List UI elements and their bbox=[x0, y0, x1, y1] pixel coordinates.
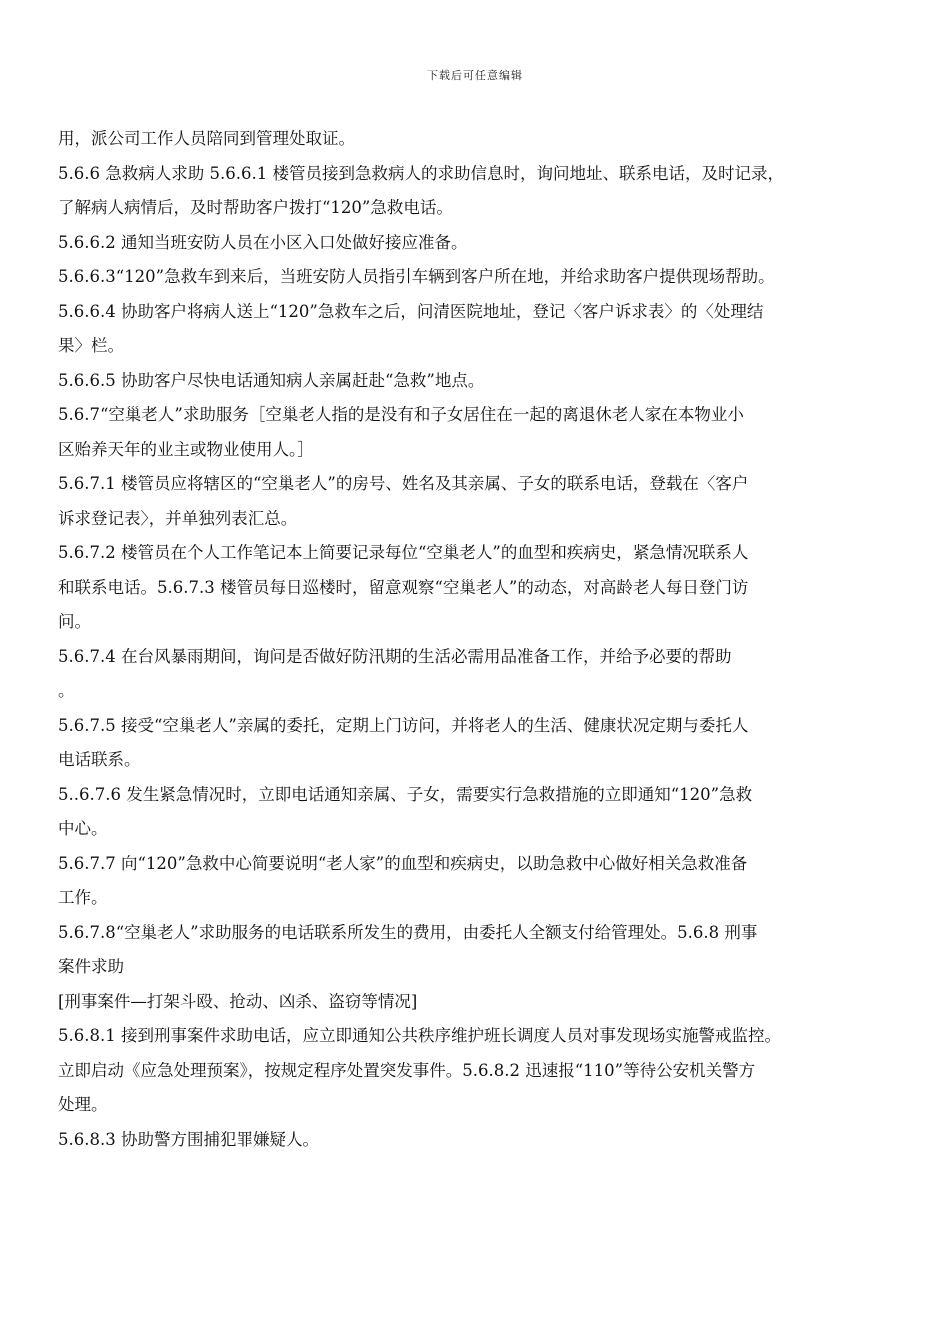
text-line: 诉求登记表〉，并单独列表汇总。 bbox=[58, 508, 298, 528]
text-line: 了解病人病情后，及时帮助客户拨打“120”急救电话。 bbox=[58, 198, 453, 217]
text-line: 5.6.8.1 接到刑事案件求助电话，应立即通知公共秩序维护班长调度人员对事发现场实施警戒监控。 bbox=[58, 1026, 781, 1045]
text-line: 工作。 bbox=[58, 888, 108, 907]
text-line: 立即启动《应急处理预案》，按规定程序处置突发事件。5.6.8.2 迅速报“110”等待公安机关警方 bbox=[58, 1060, 756, 1080]
text-line: 5.6.8.3 协助警方围捕犯罪嫌疑人。 bbox=[58, 1129, 319, 1149]
text-line: 用，派公司工作人员陪同到管理处取证。 bbox=[58, 129, 355, 148]
text-line: 5.6.6 急救病人求助 5.6.6.1 楼管员接到急救病人的求助信息时，询问地址、联系电话，及时记录， bbox=[58, 163, 784, 183]
text-line: 5.6.7.8“空巢老人”求助服务的电话联系所发生的费用，由委托人全额支付给管理处。5.6.8 刑事 bbox=[58, 922, 758, 942]
text-line: 5.6.7.1 楼管员应将辖区的“空巢老人”的房号、姓名及其亲属、子女的联系电话，登载在〈客户 bbox=[58, 474, 749, 493]
text-line: 5.6.7.7 向“120”急救中心简要说明“老人家”的血型和疾病史，以助急救中心做好相关急救准备 bbox=[58, 853, 748, 873]
document-body bbox=[58, 122, 898, 1157]
text-line: 案件求助 bbox=[58, 957, 124, 976]
text-line: 5.6.7“空巢老人”求助服务［空巢老人指的是没有和子女居住在一起的离退休老人家在本物业小 bbox=[58, 405, 744, 424]
text-line: 5.6.7.4 在台风暴雨期间，询问是否做好防汛期的生活必需用品准备工作，并给予必要的帮助 bbox=[58, 646, 732, 666]
text-line: 。 bbox=[58, 681, 75, 700]
text-line: 问。 bbox=[58, 612, 91, 631]
text-line: 5.6.6.2 通知当班安防人员在小区入口处做好接应准备。 bbox=[58, 232, 468, 252]
page-header: 下载后可任意编辑 bbox=[427, 69, 523, 82]
text-line: 区贻养天年的业主或物业使用人。］ bbox=[58, 439, 314, 459]
text-line: 中心。 bbox=[58, 819, 108, 838]
text-line: 5.6.7.2 楼管员在个人工作笔记本上简要记录每位“空巢老人”的血型和疾病史，紧急情况联系人 bbox=[58, 543, 749, 562]
text-line: 5.6.7.5 接受“空巢老人”亲属的委托，定期上门访问，并将老人的生活、健康状况定期与委托人 bbox=[58, 715, 749, 735]
text-line: 5.6.6.3“120”急救车到来后，当班安防人员指引车辆到客户所在地，并给求助客户提供现场帮助。 bbox=[58, 267, 775, 286]
text-line: 果〉栏。 bbox=[58, 336, 124, 355]
text-line: 电话联系。 bbox=[58, 750, 141, 769]
text-line: 5.6.6.5 协助客户尽快电话通知病人亲属赶赴“急救”地点。 bbox=[58, 370, 485, 390]
text-line: [刑事案件—打架斗殴、抢动、凶杀、盗窃等情况] bbox=[58, 991, 418, 1011]
text-line: 处理。 bbox=[58, 1095, 108, 1114]
text-line: 和联系电话。5.6.7.3 楼管员每日巡楼时，留意观察“空巢老人”的动态，对高龄老人每日登门访 bbox=[58, 577, 749, 597]
text-line: 5..6.7.6 发生紧急情况时，立即电话通知亲属、子女，需要实行急救措施的立即通知“120”急救 bbox=[58, 784, 753, 804]
text-line: 5.6.6.4 协助客户将病人送上“120”急救车之后，问清医院地址，登记〈客户诉求表〉的〈处理结 bbox=[58, 301, 764, 321]
